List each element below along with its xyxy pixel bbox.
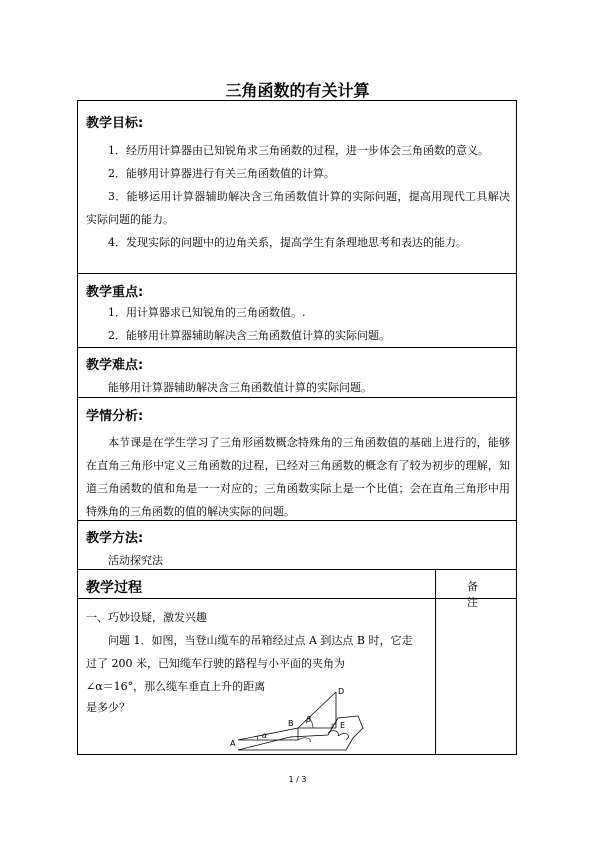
row-divider bbox=[78, 347, 516, 348]
question1-line4: 是多少？ bbox=[86, 701, 130, 714]
page-number: 1 / 3 bbox=[288, 775, 307, 784]
page-title: 三角函数的有关计算 bbox=[225, 81, 370, 100]
key-point-item: 2．能够用计算器辅助解决含三角函数值计算的实际问题。 bbox=[108, 329, 390, 342]
goals-list bbox=[86, 139, 510, 254]
analysis-heading: 学情分析: bbox=[86, 409, 144, 424]
alpha-arc bbox=[257, 736, 258, 740]
difficulties-heading: 教学难点: bbox=[86, 358, 144, 373]
methods-text: 活动探究法 bbox=[108, 554, 163, 567]
analysis-text-wrap bbox=[86, 431, 510, 523]
difficulties-text-wrap bbox=[86, 376, 510, 399]
goal-item: 2．能够用计算器进行有关三角函数值的计算。 bbox=[108, 167, 335, 180]
lesson-table bbox=[77, 100, 517, 755]
label-e: E bbox=[340, 721, 346, 730]
cable-car-figure bbox=[228, 688, 428, 840]
methods-heading: 教学方法: bbox=[86, 531, 144, 546]
question1-line3: ∠α＝16°，那么缆车垂直上升的距离 bbox=[86, 680, 266, 693]
goal-item: 1．经历用计算器由已知锐角求三角函数的过程，进一步体会三角函数的意义。 bbox=[108, 144, 489, 157]
row-divider bbox=[78, 598, 516, 599]
goal-item: 3．能够运用计算器辅助解决含三角函数值计算的实际问题，提高用现代工具解决实际问题的能力。 bbox=[86, 190, 510, 226]
key-point-item: 1．用计算器求已知锐角的三角函数值。. bbox=[108, 306, 306, 319]
label-b: B bbox=[288, 719, 294, 728]
analysis-text: 本节课是在学生学习了三角形函数概念特殊角的三角函数值的基础上进行的，能够在直角三角形中定义三角函数的过程，已经对三角函数的概念有了较为初步的理解，知道三角函数的值和角是一一对应的；三角函数实际上是一个比值；会在直角三角形中用特殊角的三角函数的值的解决实际的问题。 bbox=[86, 436, 510, 518]
process-heading: 教学过程 bbox=[86, 580, 142, 596]
label-alpha: α bbox=[262, 731, 268, 740]
methods-text-wrap bbox=[86, 549, 510, 572]
key-points-heading: 教学重点: bbox=[86, 285, 144, 300]
label-d: D bbox=[338, 688, 345, 696]
step1-title: 一、巧妙设疑，激发兴趣 bbox=[86, 611, 207, 624]
question1-line2: 过了 200 米，已知缆车行驶的路程与小平面的夹角为 bbox=[86, 657, 345, 670]
question1-line1: 问题 1．如图，当登山缆车的吊箱经过点 A 到达点 B 时，它走 bbox=[108, 634, 413, 647]
row-divider bbox=[78, 273, 516, 274]
key-points-list bbox=[86, 301, 510, 347]
line-bd bbox=[298, 692, 336, 728]
label-beta: β bbox=[306, 715, 312, 724]
remark-column-divider bbox=[435, 569, 436, 754]
label-a: A bbox=[230, 739, 236, 748]
difficulties-text: 能够用计算器辅助解决含三角函数值计算的实际问题。 bbox=[108, 381, 372, 394]
goals-heading: 教学目标: bbox=[86, 116, 144, 131]
goal-item: 4．发现实际的问题中的边角关系，提高学生有条理地思考和表达的能力。 bbox=[108, 236, 467, 249]
remark-heading: 备 注 bbox=[467, 580, 488, 609]
